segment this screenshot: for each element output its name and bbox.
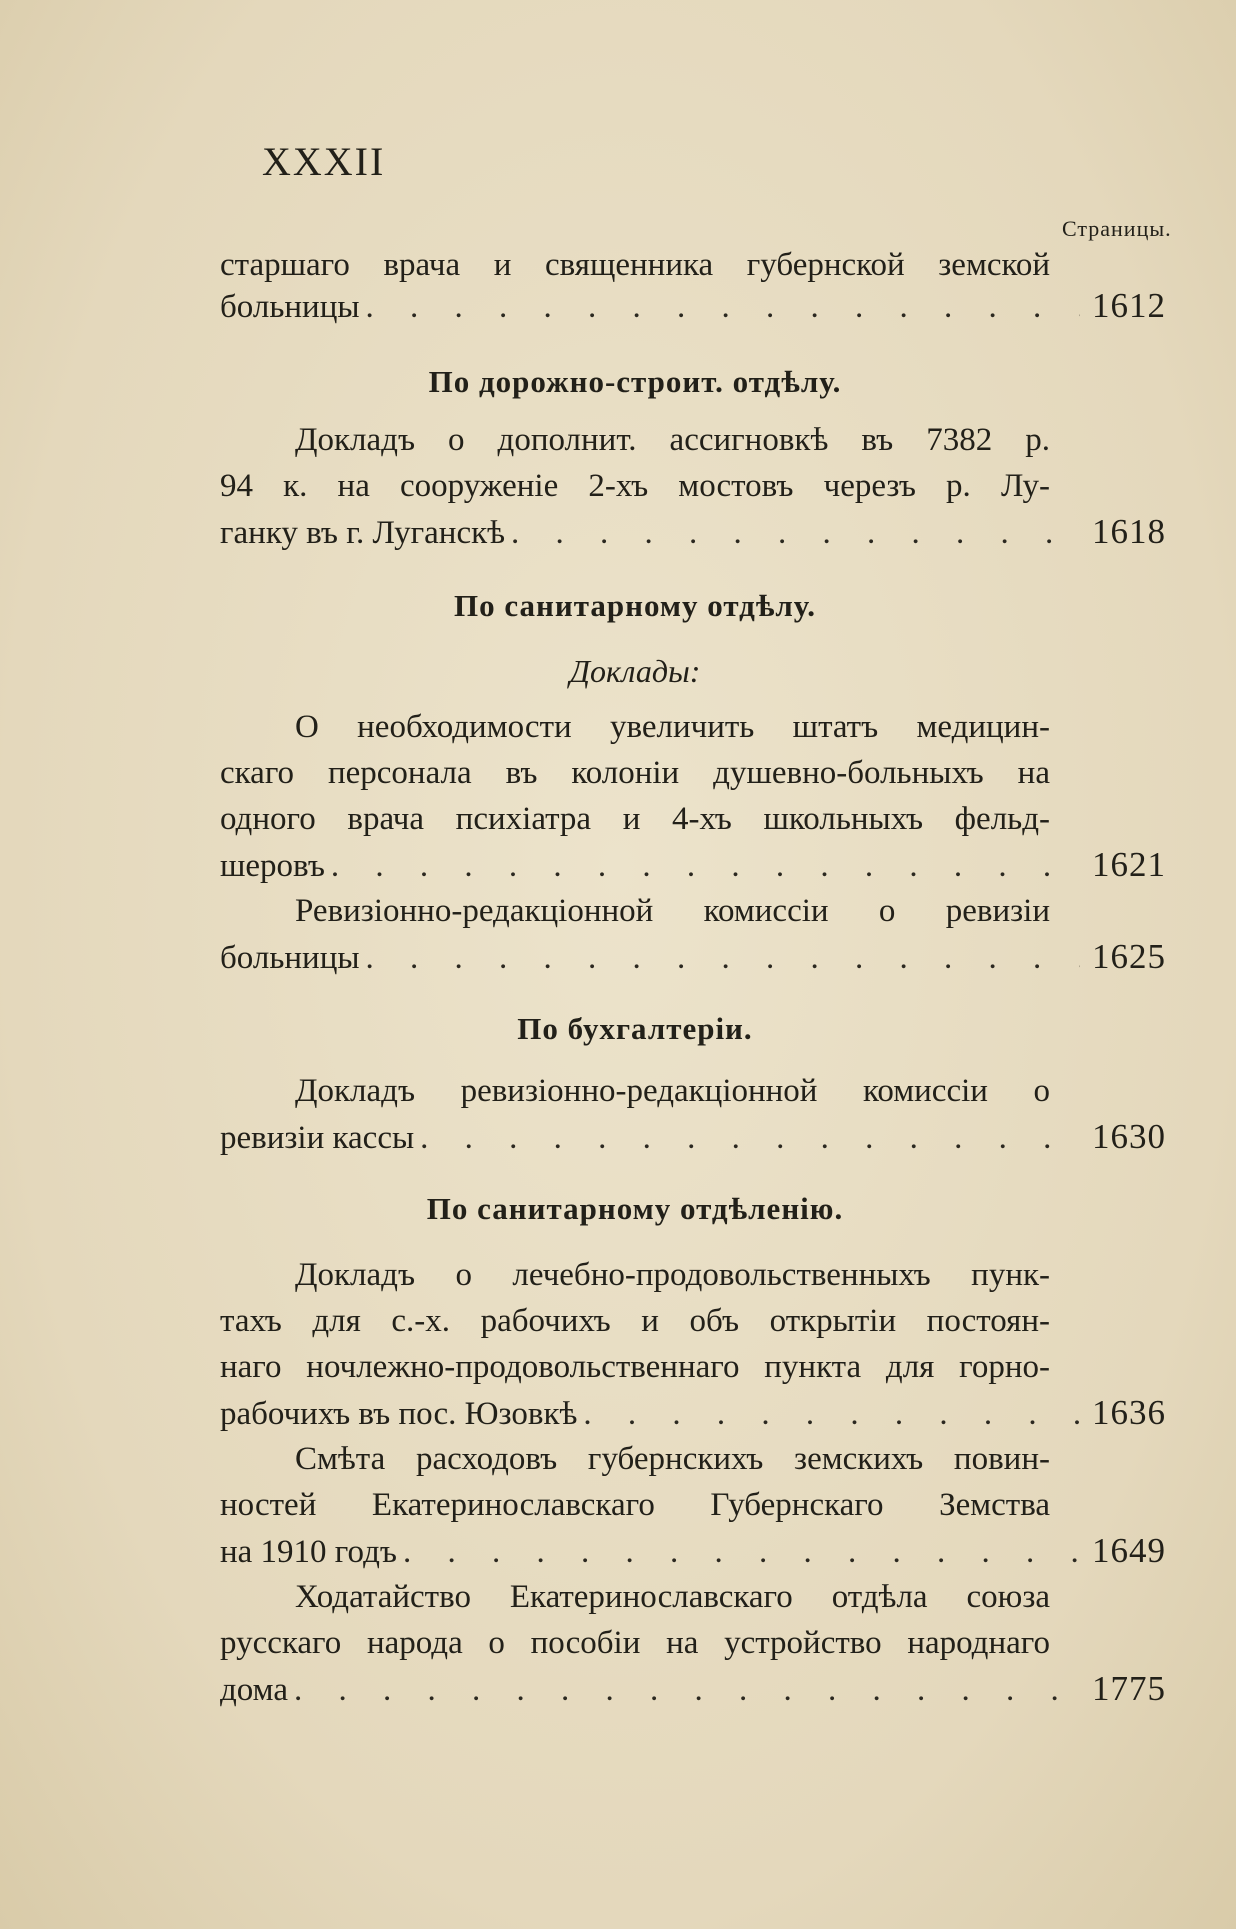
dot-leader [294,1670,1080,1710]
entry-text: шеровъ [220,848,325,884]
entry-line: ностей Екатеринославскаго Губернскаго Земства [220,1487,1050,1523]
entry-line: 94 к. на сооруженіе 2-хъ мостовъ черезъ р. Лу- [220,468,1050,504]
dot-leader [366,938,1080,978]
entry-line: О необходимости увеличить штатъ медицин- [295,709,1050,745]
entry-line: Докладъ о лечебно-продовольственныхъ пунк- [295,1257,1050,1293]
dot-leader [331,846,1080,886]
dot-leader [583,1394,1080,1434]
entry-line: наго ночлежно-продовольственнаго пункта для горно- [220,1349,1050,1385]
page-folio: XXXII [262,139,386,184]
entry-text: ревизіи кассы [220,1120,415,1156]
page-number: 1612 [1092,286,1166,325]
toc-entry-last-line[interactable] [220,512,1166,552]
entry-text: на 1910 годъ [220,1534,397,1570]
page-number: 1630 [1092,1117,1166,1156]
section-heading: По дорожно-строит. отдѣлу. [428,364,842,399]
entry-line: скаго персонала въ колоніи душевно-больныхъ на [220,755,1050,791]
toc-entry-last-line[interactable] [220,845,1166,885]
entry-line: Докладъ о дополнит. ассигновкѣ въ 7382 р. [295,422,1050,458]
entry-line: Докладъ ревизіонно-редакціонной комиссіи о [295,1073,1050,1109]
pages-column-header: Страницы. [1062,216,1172,241]
page-number: 1625 [1092,937,1166,976]
toc-entry-last-line[interactable] [220,1531,1166,1571]
page-number: 1618 [1092,512,1166,551]
section-heading: По бухгалтеріи. [517,1011,753,1046]
section-heading: По санитарному отдѣленію. [426,1191,844,1226]
toc-entry-last-line[interactable] [220,1669,1166,1709]
entry-text: дома [220,1672,288,1708]
toc-entry-last-line[interactable] [220,286,1166,326]
entry-text: ганку въ г. Луганскѣ [220,515,506,551]
dot-leader [511,513,1080,553]
entry-line: русскаго народа о пособіи на устройство народнаго [220,1625,1050,1661]
entry-line: Ревизіонно-редакціонной комиссіи о ревизіи [295,893,1050,929]
section-subheading: Доклады: [569,653,701,689]
page-number: 1621 [1092,845,1166,884]
entry-text: больницы [220,940,360,976]
page-number: 1775 [1092,1669,1166,1708]
entry-text: рабочихъ въ пос. Юзовкѣ [220,1396,578,1432]
entry-line: Ходатайство Екатеринославскаго отдѣла союза [295,1579,1050,1615]
entry-line: одного врача психіатра и 4-хъ школьныхъ фельд- [220,801,1050,837]
entry-line: старшаго врача и священника губернской земской [220,247,1050,283]
toc-entry-last-line[interactable] [220,1117,1166,1157]
entry-text: больницы [220,289,360,325]
section-heading: По санитарному отдѣлу. [454,588,816,623]
dot-leader [366,287,1080,327]
dot-leader [403,1532,1080,1572]
toc-entry-last-line[interactable] [220,1393,1166,1433]
entry-line: тахъ для с.-х. рабочихъ и объ открытіи постоян- [220,1303,1050,1339]
entry-line: Смѣта расходовъ губернскихъ земскихъ повин- [295,1441,1050,1477]
toc-entry-last-line[interactable] [220,937,1166,977]
page-number: 1636 [1092,1393,1166,1432]
page-number: 1649 [1092,1531,1166,1570]
dot-leader [420,1118,1080,1158]
